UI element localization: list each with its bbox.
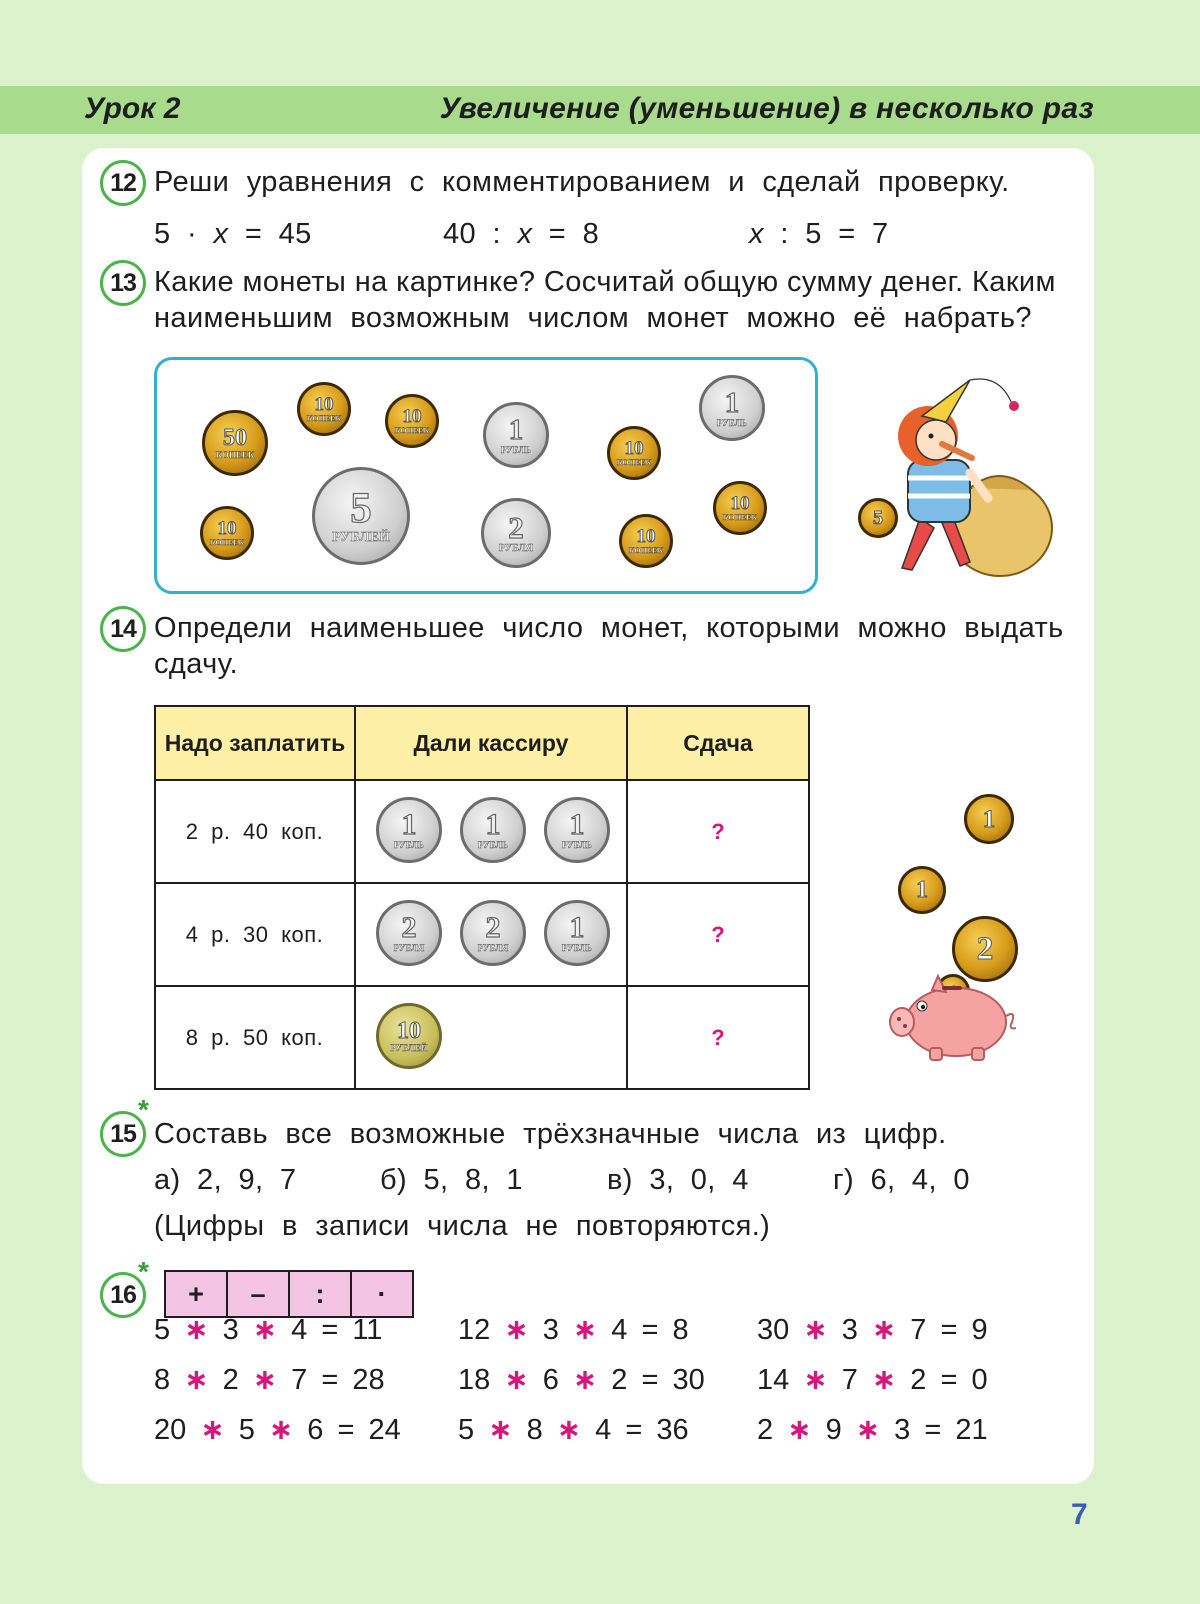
coin-icon: 1 — [898, 866, 946, 914]
task-15-text: Составь все возможные трёхзначные числа из цифр. — [154, 1118, 947, 1150]
coin-icon: 10 КОПЕЕК — [385, 394, 439, 448]
task-14-line-2: сдачу. — [154, 648, 239, 680]
task-number-badge: 16 — [100, 1272, 146, 1318]
coin-icon: 10 КОПЕЕК — [200, 506, 254, 560]
coin-icon: 1 РУБЛЬ — [544, 797, 610, 863]
coin-icon: 2 РУБЛЯ — [376, 900, 442, 966]
coin-icon: 10 КОПЕЕК — [713, 481, 767, 535]
coin-icon: 2 — [952, 916, 1018, 982]
coin-icon: 10 РУБЛЕЙ — [376, 1003, 442, 1069]
operator-equation: 12 ∗ 3 ∗ 4 = 8 — [458, 1314, 689, 1346]
task-15-note: (Цифры в записи числа не повторяются.) — [154, 1210, 771, 1242]
digits-option: б) 5, 8, 1 — [380, 1164, 523, 1196]
amount-to-pay: 8 р. 50 коп. — [155, 986, 355, 1089]
table-row — [155, 883, 809, 986]
task-number-badge: 15 — [100, 1111, 146, 1157]
operator-cell: · — [351, 1271, 413, 1317]
digits-option: а) 2, 9, 7 — [154, 1164, 297, 1196]
coin-icon: 1 РУБЛЬ — [699, 375, 765, 441]
operator-cell: : — [289, 1271, 351, 1317]
change-placeholder: ? — [627, 780, 809, 883]
coin-icon: 2 РУБЛЯ — [481, 498, 551, 568]
coin-icon: 1 — [964, 794, 1014, 844]
task-13-line-1: Какие монеты на картинке? Сосчитай общую сумму денег. Каким — [154, 266, 1056, 298]
piggy-bank-illustration — [880, 972, 1020, 1064]
task-13-line-2: наименьшим возможным числом монет можно её набрать? — [154, 302, 1032, 334]
amount-to-pay: 2 р. 40 коп. — [155, 780, 355, 883]
coin-icon: 1 РУБЛЬ — [376, 797, 442, 863]
operators-strip — [164, 1270, 414, 1318]
digits-option: в) 3, 0, 4 — [607, 1164, 749, 1196]
operator-equation: 20 ∗ 5 ∗ 6 = 24 — [154, 1414, 401, 1446]
coin-icon: 1 РУБЛЬ — [544, 900, 610, 966]
clown-coin-icon: 5 — [858, 498, 898, 538]
equation: 40 : x = 8 — [443, 218, 600, 250]
column-header: Сдача — [627, 706, 809, 780]
lesson-label: Урок 2 — [84, 92, 181, 125]
change-placeholder: ? — [627, 883, 809, 986]
task-12-text: Реши уравнения с комментированием и сделай проверку. — [154, 166, 1010, 198]
amount-to-pay: 4 р. 30 коп. — [155, 883, 355, 986]
task-number-badge: 14 — [100, 606, 146, 652]
operator-equation: 18 ∗ 6 ∗ 2 = 30 — [458, 1364, 705, 1396]
change-placeholder: ? — [627, 986, 809, 1089]
operator-equation: 14 ∗ 7 ∗ 2 = 0 — [757, 1364, 988, 1396]
task-14-line-1: Определи наименьшее число монет, которыми можно выдать — [154, 612, 1064, 644]
change-table — [154, 705, 810, 1090]
operator-equation: 5 ∗ 3 ∗ 4 = 11 — [154, 1314, 383, 1346]
lesson-topic: Увеличение (уменьшение) в несколько раз — [439, 92, 1094, 125]
equation: 5 · x = 45 — [154, 218, 312, 250]
given-coins — [355, 986, 627, 1089]
header-band — [0, 86, 1200, 134]
operator-equation: 30 ∗ 3 ∗ 7 = 9 — [757, 1314, 988, 1346]
column-header: Дали кассиру — [355, 706, 627, 780]
given-coins — [355, 780, 627, 883]
operator-cell: + — [165, 1271, 227, 1317]
task-number-badge: 12 — [100, 160, 146, 206]
operator-equation: 2 ∗ 9 ∗ 3 = 21 — [757, 1414, 988, 1446]
star-mark: * — [138, 1094, 149, 1125]
task-number-badge: 13 — [100, 260, 146, 306]
equation: x : 5 = 7 — [749, 218, 889, 250]
coin-icon: 5 РУБЛЕЙ — [312, 467, 410, 565]
digits-option: г) 6, 4, 0 — [833, 1164, 970, 1196]
coin-icon: 1 РУБЛЬ — [483, 402, 549, 468]
star-mark: * — [138, 1256, 149, 1287]
coin-icon: 1 РУБЛЬ — [460, 797, 526, 863]
coin-icon: 50 КОПЕЕК — [202, 410, 268, 476]
table-row — [155, 780, 809, 883]
clown-illustration — [850, 378, 1065, 588]
page-number: 7 — [1071, 1498, 1088, 1531]
coin-icon: 10 КОПЕЕК — [607, 426, 661, 480]
operator-equation: 5 ∗ 8 ∗ 4 = 36 — [458, 1414, 689, 1446]
operator-cell: – — [227, 1271, 289, 1317]
operator-equation: 8 ∗ 2 ∗ 7 = 28 — [154, 1364, 385, 1396]
coin-icon: 10 КОПЕЕК — [619, 514, 673, 568]
coin-icon: 10 КОПЕЕК — [297, 382, 351, 436]
table-row — [155, 986, 809, 1089]
given-coins — [355, 883, 627, 986]
column-header: Надо заплатить — [155, 706, 355, 780]
coin-icon: 2 РУБЛЯ — [460, 900, 526, 966]
